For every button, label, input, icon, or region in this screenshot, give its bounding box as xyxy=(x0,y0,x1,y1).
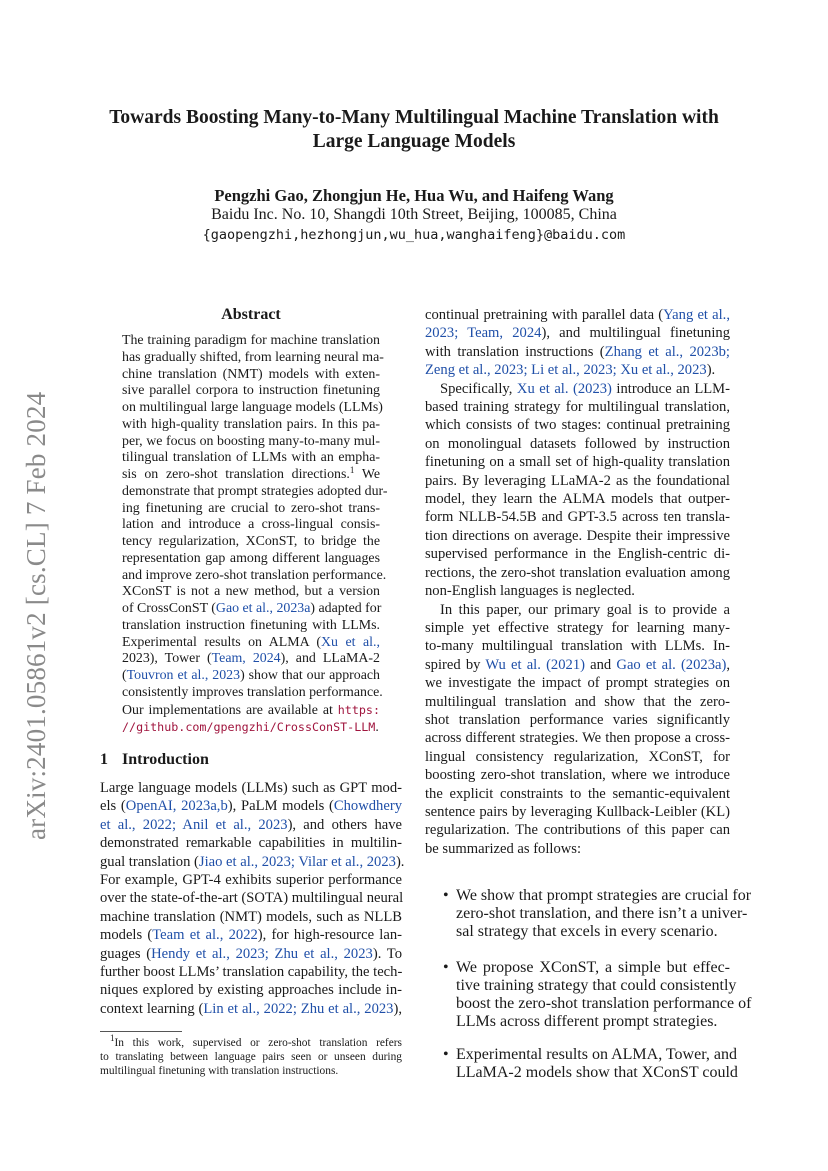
paragraph-line: be summarized as follows: xyxy=(425,840,582,857)
intro-line: guages (Hendy et al., 2023; Zhu et al., 2023). To xyxy=(100,945,402,962)
intro-line: context learning (Lin et al., 2022; Zhu et al., 2023), xyxy=(100,1000,402,1017)
abstract-line: //github.com/gpengzhi/CrossConST-LLM. xyxy=(122,720,379,736)
paragraph-line: multilingual translation and show that the zero- xyxy=(425,693,730,710)
citation-link[interactable]: Gao et al. (2023a) xyxy=(616,656,727,673)
intro-line: els (OpenAI, 2023a,b), PaLM models (Chowdhery xyxy=(100,798,402,815)
intro-line: For example, GPT-4 exhibits superior performance xyxy=(100,872,402,889)
footnote-marker[interactable]: 1 xyxy=(349,465,355,475)
paragraph-line: simple yet effective strategy for learning many- xyxy=(425,619,730,636)
intro-line: over the state-of-the-art (SOTA) multilingual neural xyxy=(100,890,404,907)
abstract-line: demonstrate that prompt strategies adopted dur- xyxy=(122,483,388,499)
arxiv-identifier-stamp: arXiv:2401.05861v2 [cs.CL] 7 Feb 2024 xyxy=(21,391,51,840)
paragraph-line: pairs. By leveraging LLaMA-2 as the foundational xyxy=(425,472,730,489)
abstract-line: chine translation (NMT) models with exten- xyxy=(122,366,380,382)
abstract-line: sive parallel corpora to instruction finetuning xyxy=(122,383,380,399)
paragraph-line: boosting zero-shot translation, where we introduce xyxy=(425,767,730,784)
paragraph-line: 2023; Team, 2024), and multilingual finetuning xyxy=(425,325,731,342)
abstract-line: sis on zero-shot translation directions.$^1$ We xyxy=(122,465,380,482)
bullet-line: LLaMA-2 models show that XConST could xyxy=(456,1064,738,1081)
paragraph-line: non-English languages is neglected. xyxy=(425,583,635,600)
abstract-line: of CrossConST (Gao et al., 2023a) adapted for xyxy=(122,601,382,616)
bullet-line: We show that prompt strategies are crucial for xyxy=(456,887,752,904)
bullet-line: LLMs across different prompt strategies. xyxy=(456,1013,718,1030)
citation-link[interactable]: Touvron et al., 2023 xyxy=(126,668,241,683)
citation-link[interactable]: 2023; Team, 2024 xyxy=(425,325,542,342)
footnote-number: 1 xyxy=(110,1033,115,1043)
abstract-line: translation instruction finetuning with LLMs. xyxy=(122,617,380,633)
affiliation: Baidu Inc. No. 10, Shangdi 10th Street, Beijing, 100085, China xyxy=(211,206,617,223)
abstract-line: has gradually shifted, from learning neural ma- xyxy=(122,349,384,365)
paragraph-line: supervised performance in the English-centric di- xyxy=(425,546,730,563)
paragraph-line: which consists of two stages: continual pretraining xyxy=(425,417,730,434)
intro-line: machine translation (NMT) models, such as NLLB xyxy=(100,908,402,925)
paragraph-line: the explicit constraints to the semantic-equivalent xyxy=(425,785,730,802)
bullet-line: zero-shot translation, and there isn’t a univer- xyxy=(456,905,748,922)
paragraph-line: form NLLB-54.5B and GPT-3.5 across ten transla- xyxy=(425,509,730,526)
bullet-text xyxy=(456,1046,738,1082)
abstract-line: per, we focus on boosting many-to-many mul- xyxy=(122,433,380,449)
author-list: Pengzhi Gao, Zhongjun He, Hua Wu, and Haifeng Wang xyxy=(214,186,614,205)
abstract-body xyxy=(122,333,388,737)
bullet-icon: • xyxy=(443,1046,449,1063)
citation-link[interactable]: Yang et al., xyxy=(663,307,730,323)
abstract-line: Experimental results on ALMA (Xu et al., xyxy=(122,634,380,650)
paragraph-line: continual pretraining with parallel data (Yang et al., xyxy=(425,307,730,323)
citation-link[interactable]: Wu et al. (2021) xyxy=(485,656,585,673)
citation-link[interactable]: Lin et al., 2022; Zhu et al., 2023 xyxy=(203,1000,394,1017)
title-line-1: Towards Boosting Many-to-Many Multilingual Machine Translation with xyxy=(109,107,719,128)
abstract-line: Our implementations are available at https: xyxy=(122,702,380,718)
section-number: 1 xyxy=(100,751,108,768)
abstract-line: lation and introduce a cross-lingual consis- xyxy=(122,517,380,533)
code-url[interactable]: https: xyxy=(337,702,380,717)
footnote-divider xyxy=(100,1031,182,1032)
abstract-line: ing finetuning are crucial to zero-shot trans- xyxy=(122,500,380,516)
paragraph-line: shot translation performance varies significantly xyxy=(425,711,730,728)
abstract-line: (Touvron et al., 2023) show that our approach xyxy=(122,668,381,683)
title-line-2: Large Language Models xyxy=(312,131,516,152)
abstract-line: consistently improves translation performance. xyxy=(122,684,383,700)
citation-link[interactable]: OpenAI, 2023a,b xyxy=(125,798,228,815)
intro-line: further boost LLMs’ translation capability, the tech- xyxy=(100,964,403,981)
abstract-line: XConST is not a new method, but a version xyxy=(122,584,380,600)
bullet-line: boost the zero-shot translation performance of xyxy=(456,995,752,1012)
abstract-line: The training paradigm for machine translation xyxy=(122,333,380,348)
intro-line: et al., 2022; Anil et al., 2023), and others have xyxy=(100,816,402,833)
section-title: Introduction xyxy=(122,751,209,768)
introduction-text xyxy=(100,779,405,1018)
paragraph-line: rections, the zero-shot translation evaluation among xyxy=(425,564,730,581)
bullet-line: tive training strategy that could consistently xyxy=(456,977,737,994)
paragraph-line: lingual consistency regularization, XConST, for xyxy=(425,748,730,765)
abstract-line: 2023), Tower (Team, 2024), and LLaMA-2 xyxy=(122,651,380,667)
bullet-icon: • xyxy=(443,959,449,976)
citation-link[interactable]: Hendy et al., 2023; Zhu et al., 2023 xyxy=(151,945,373,962)
right-column-text xyxy=(425,306,730,858)
abstract-line: tilingual translation of LLMs with an empha- xyxy=(122,450,380,466)
paragraph-line: finetuning on a small set of high-quality translation xyxy=(425,454,730,471)
paragraph-line: spired by Wu et al. (2021) and Gao et al. (2023a), xyxy=(425,656,730,673)
author-emails: {gaopengzhi,hezhongjun,wu_hua,wanghaifeng}@baidu.com xyxy=(202,227,626,243)
paragraph-line: Specifically, Xu et al. (2023) introduce an LLM- xyxy=(440,380,731,397)
footnote xyxy=(100,1033,402,1078)
section-heading-introduction xyxy=(100,751,402,769)
paragraph-line: with translation instructions (Zhang et al., 2023b; xyxy=(425,343,730,360)
citation-link[interactable]: Xu et al. (2023) xyxy=(516,380,612,397)
paragraph-line: Zeng et al., 2023; Li et al., 2023; Xu et al., 2023). xyxy=(425,362,716,379)
intro-line: niques explored by existing approaches include in- xyxy=(100,982,402,999)
abstract-line: with high-quality translation pairs. In this pa- xyxy=(122,416,380,432)
citation-link[interactable]: Zhang et al., 2023b; xyxy=(604,343,730,360)
paragraph-line: we investigate the impact of prompt strategies on xyxy=(425,675,730,692)
citation-link[interactable]: Jiao et al., 2023; Vilar et al., 2023 xyxy=(198,853,396,870)
bullet-line: sal strategy that excels in every scenario. xyxy=(456,923,718,940)
citation-link[interactable]: Zeng et al., 2023; Li et al., 2023; Xu et al., 2023 xyxy=(425,362,707,379)
paper-title xyxy=(90,106,738,154)
intro-line: gual translation (Jiao et al., 2023; Vilar et al., 2023). xyxy=(100,853,405,870)
footnote-line: to translating between language pairs seen or unseen during xyxy=(100,1051,402,1063)
paragraph-line: tion directions on average. Despite their impressive xyxy=(425,527,730,544)
abstract-line: and improve zero-shot translation performance. xyxy=(122,567,387,583)
bullet-text xyxy=(456,959,752,1031)
bullet-line: Experimental results on ALMA, Tower, and xyxy=(456,1046,737,1063)
abstract-line: tency regularization, XConST, to bridge the xyxy=(122,534,380,549)
bullet-icon: • xyxy=(443,887,449,904)
paragraph-line: across different strategies. We then propose a cross- xyxy=(425,730,730,747)
paragraph-line: regularization. The contributions of this paper can xyxy=(425,822,730,839)
citation-link[interactable]: Team, 2024 xyxy=(211,651,281,667)
paragraph-line: based training strategy for multilingual translation, xyxy=(425,399,730,416)
paragraph-line: to-many multilingual translation with LLMs. In- xyxy=(425,638,730,655)
citation-link[interactable]: Chowdhery xyxy=(333,798,402,815)
citation-link[interactable]: Gao et al., 2023a xyxy=(215,601,311,616)
abstract-line: representation gap among different languages xyxy=(122,550,380,566)
paragraph-line: model, they learn the ALMA models that outper- xyxy=(425,491,730,508)
bullet-line: We propose XConST, a simple but effec- xyxy=(456,959,730,976)
footnote-line: multilingual finetuning with translation instructions. xyxy=(100,1065,339,1077)
citation-link[interactable]: Xu et al., xyxy=(321,634,380,650)
bullet-text xyxy=(456,887,752,941)
abstract-heading: Abstract xyxy=(221,306,281,323)
citation-link[interactable]: Team et al., 2022 xyxy=(152,927,258,944)
footnote-line: $^1$In this work, supervised or zero-shot translation refers xyxy=(110,1033,402,1049)
code-url[interactable]: //github.com/gpengzhi/CrossConST-LLM xyxy=(122,720,376,735)
paragraph-line: In this paper, our primary goal is to provide a xyxy=(440,601,730,618)
abstract-line: on multilingual large language models (LLMs) xyxy=(122,400,383,415)
paragraph-line: sentence pairs by leveraging Kullback-Leibler (KL) xyxy=(425,803,730,820)
intro-line: models (Team et al., 2022), for high-resource lan- xyxy=(100,927,403,944)
citation-link[interactable]: et al., 2022; Anil et al., 2023 xyxy=(100,816,288,833)
paragraph-line: on monolingual datasets followed by instruction xyxy=(425,435,730,452)
intro-line: Large language models (LLMs) such as GPT mod- xyxy=(100,780,402,796)
intro-line: demonstrated remarkable capabilities in multilin- xyxy=(100,835,402,852)
